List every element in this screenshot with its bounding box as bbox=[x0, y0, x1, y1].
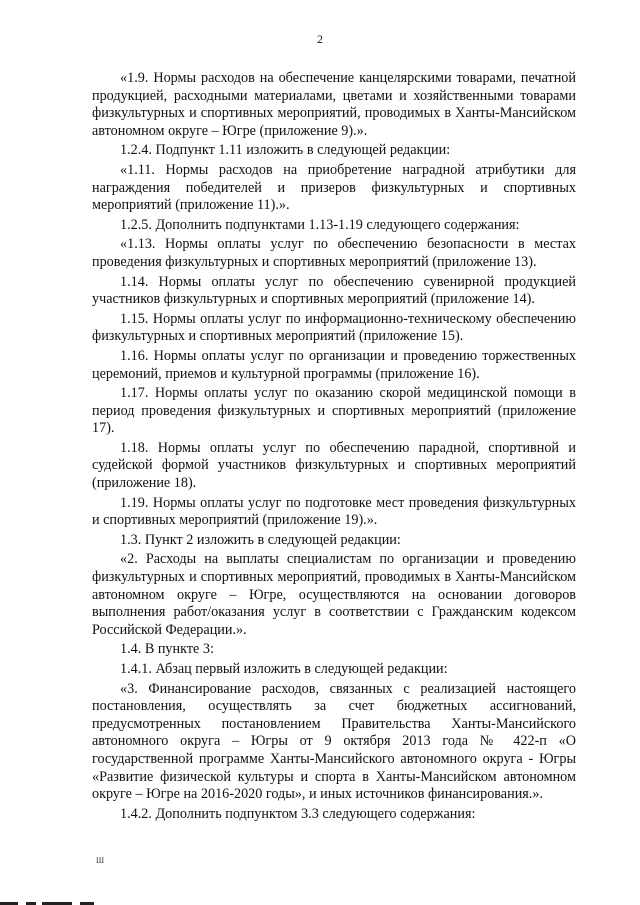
paragraph-1-2-4: 1.2.4. Подпункт 1.11 изложить в следующей редакции: bbox=[120, 142, 451, 159]
paragraph-1-19: 1.19. Нормы оплаты услуг по подготовке мест проведения физкультурных и спортивных мероприятий (приложение 19).». bbox=[92, 494, 576, 529]
scan-edge-artifact bbox=[0, 897, 120, 905]
paragraph-1-4: 1.4. В пункте 3: bbox=[120, 641, 214, 658]
paragraph-3: «3. Финансирование расходов, связанных с реализацией настоящего постановления, осуществлять за счет бюджетных ассигнований, предусмотренных постановлением Правительства Ханты-Мансийского автономного округа – Югры от 9 октября 2013 года № 422-п «О государственной программе Ханты-Мансийского автономного округа - Югры «Развитие физической культуры и спорта в Ханты-Мансийском автономном округе – Югре на 2016-2020 годы», и иных источников финансирования.». bbox=[92, 680, 576, 803]
paragraph-1-13: «1.13. Нормы оплаты услуг по обеспечению безопасности в местах проведения физкультурных и спортивных мероприятий (приложение 13). bbox=[92, 236, 576, 270]
paragraph-1-11: «1.11. Нормы расходов на приобретение наградной атрибутики для награждения победителей и призеров физкультурных и спортивных мероприятий (приложение 11).». bbox=[92, 161, 576, 214]
paragraph-1-4-1: 1.4.1. Абзац первый изложить в следующей редакции: bbox=[120, 661, 448, 677]
footer-mark: Ш bbox=[96, 856, 105, 865]
paragraph-1-9: «1.9. Нормы расходов на обеспечение канцелярскими товарами, печатной продукцией, расходными материалами, цветами и хозяйственными товарами физкультурных и спортивных мероприятий, проводимых в Ханты-Мансийском автономном округе – Югре (приложение 9).». bbox=[92, 70, 576, 139]
paragraph-1-16: 1.16. Нормы оплаты услуг по организации и проведению торжественных церемоний, приемов и культурной программы (приложение 16). bbox=[92, 347, 576, 382]
paragraph-1-14: 1.14. Нормы оплаты услуг по обеспечению сувенирной продукцией участников физкультурных и спортивных мероприятий (приложение 14). bbox=[92, 273, 576, 308]
paragraph-1-15: 1.15. Нормы оплаты услуг по информационно-техническому обеспечению физкультурных и спортивных мероприятий (приложение 15). bbox=[92, 310, 576, 345]
paragraph-1-17: 1.17. Нормы оплаты услуг по оказанию скорой медицинской помощи в период проведения физкультурных и спортивных мероприятий (приложение 17). bbox=[92, 385, 576, 437]
document-body bbox=[92, 70, 576, 823]
paragraph-1-4-2: 1.4.2. Дополнить подпунктом 3.3 следующего содержания: bbox=[120, 805, 476, 822]
paragraph-1-18: 1.18. Нормы оплаты услуг по обеспечению парадной, спортивной и судейской формой участников физкультурных и спортивных мероприятий (приложение 18). bbox=[92, 439, 576, 492]
page-number: 2 bbox=[317, 32, 323, 46]
paragraph-1-3: 1.3. Пункт 2 изложить в следующей редакции: bbox=[120, 531, 401, 548]
paragraph-1-2-5: 1.2.5. Дополнить подпунктами 1.13-1.19 следующего содержания: bbox=[120, 216, 520, 233]
paragraph-2: «2. Расходы на выплаты специалистам по организации и проведению физкультурных и спортивных мероприятий, проводимых в Ханты-Мансийском автономном округе – Югре, осуществляются на основании договоров выполнения работ/оказания услуг в соответствии с Гражданским кодексом Российской Федерации.». bbox=[92, 551, 576, 638]
